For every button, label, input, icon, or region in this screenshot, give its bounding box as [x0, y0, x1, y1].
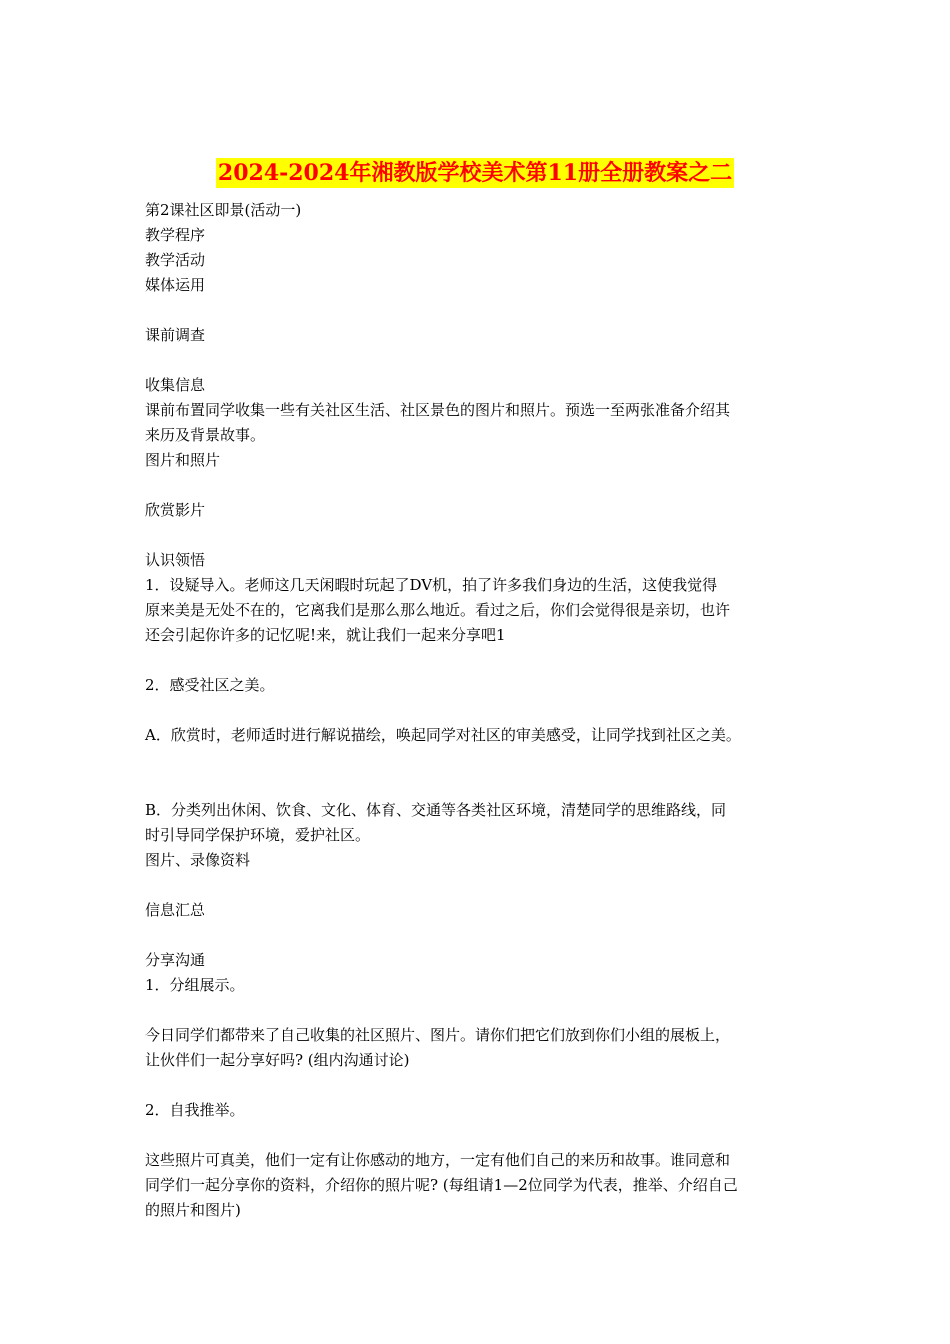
spacer	[145, 1073, 825, 1098]
share-heading: 分享沟通	[145, 951, 206, 969]
stepB-line: B．分类列出休闲、饮食、文化、体育、交通等各类社区环境，清楚同学的思维路线，同	[145, 801, 727, 819]
spacer	[145, 923, 825, 948]
share2-desc-line: 同学们一起分享你的资料，介绍你的照片呢? (每组请1—2位同学为代表，推举、介绍自己	[145, 1176, 738, 1194]
spacer	[145, 1123, 825, 1148]
collect-desc-line: 来历及背景故事。	[145, 426, 266, 444]
stepB-line: 时引导同学保护环境，爱护社区。	[145, 826, 371, 844]
spacer	[145, 523, 825, 548]
recognize-heading: 认识领悟	[145, 551, 206, 569]
spacer	[145, 648, 825, 673]
step1-line: 1．设疑导入。老师这几天闲暇时玩起了DV机，拍了许多我们身边的生活，这使我觉得	[145, 576, 718, 594]
share2-desc-line: 这些照片可真美，他们一定有让你感动的地方，一定有他们自己的来历和故事。谁同意和	[145, 1151, 731, 1169]
step2-heading: 2．感受社区之美。	[145, 676, 275, 694]
spacer	[145, 348, 825, 373]
collect-media: 图片和照片	[145, 451, 221, 469]
share2-desc-line: 的照片和图片)	[145, 1201, 241, 1219]
lesson-heading: 第2课社区即景(活动一)	[145, 201, 302, 219]
watch-heading: 欣赏影片	[145, 501, 206, 519]
spacer	[145, 473, 825, 498]
activity-label: 教学活动	[145, 251, 206, 269]
procedure-label: 教学程序	[145, 226, 206, 244]
stepA-line: A．欣赏时，老师适时进行解说描绘，唤起同学对社区的审美感受，让同学找到社区之美。	[145, 726, 741, 744]
collect-heading: 收集信息	[145, 376, 206, 394]
step1-line: 还会引起你许多的记忆呢!来，就让我们一起来分享吧1	[145, 626, 506, 644]
step1-line: 原来美是无处不在的，它离我们是那么那么地近。看过之后，你们会觉得很是亲切，也许	[145, 601, 731, 619]
share1-heading: 1．分组展示。	[145, 976, 245, 994]
media-label: 媒体运用	[145, 276, 206, 294]
document-body	[145, 198, 825, 1223]
survey-heading: 课前调查	[145, 326, 206, 344]
spacer	[145, 298, 825, 323]
share2-heading: 2．自我推举。	[145, 1101, 245, 1119]
collect-desc-line: 课前布置同学收集一些有关社区生活、社区景色的图片和照片。预选一至两张准备介绍其	[145, 401, 731, 419]
spacer	[145, 748, 825, 798]
spacer	[145, 873, 825, 898]
share1-desc-line: 让伙伴们一起分享好吗? (组内沟通讨论)	[145, 1051, 410, 1069]
document-title: 2024-2024年湘教版学校美术第11册全册教案之二	[217, 160, 733, 186]
spacer	[145, 998, 825, 1023]
title-container	[0, 158, 950, 188]
share1-desc-line: 今日同学们都带来了自己收集的社区照片、图片。请你们把它们放到你们小组的展板上，	[145, 1026, 731, 1044]
stepB-media: 图片、录像资料	[145, 851, 251, 869]
spacer	[145, 698, 825, 723]
summary-heading: 信息汇总	[145, 901, 206, 919]
